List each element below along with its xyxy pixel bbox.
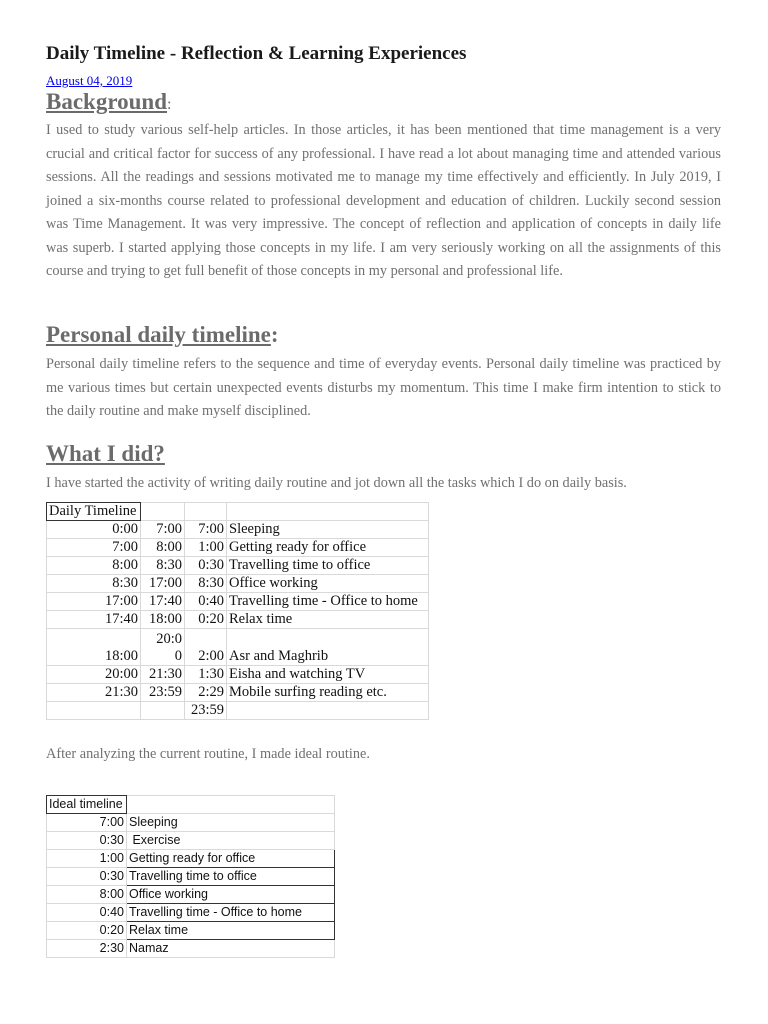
table-row: 17:40 18:00 0:20 Relax time [47, 611, 429, 629]
table-row: 0:30 Exercise [47, 832, 335, 850]
total-duration: 23:59 [185, 702, 227, 720]
table-row: 7:00 Sleeping [47, 814, 335, 832]
table-row: 0:00 7:00 7:00 Sleeping [47, 521, 429, 539]
table-row: 20:00 21:30 1:30 Eisha and watching TV [47, 666, 429, 684]
table-row: 8:00 8:30 0:30 Travelling time to office [47, 557, 429, 575]
table-row: 0:20 Relax time [47, 922, 335, 940]
background-heading-text: Background [46, 89, 168, 114]
daily-timeline-header: Daily Timeline [47, 503, 141, 521]
personal-timeline-paragraph: Personal daily timeline refers to the sequence and time of everyday events. Personal daily timeline was practiced by me various times but certain unexpected events disturbs my momentum. This time I make firm intention to stick to the daily routine and make myself disciplined. [46, 356, 721, 419]
table-row: 0:30 Travelling time to office [47, 868, 335, 886]
table-row: 8:00 Office working [47, 886, 335, 904]
table-row: 0:40 Travelling time - Office to home [47, 904, 335, 922]
background-paragraph: I used to study various self-help articles. In those articles, it has been mentioned that time management is a very crucial and critical factor for success of any professional. I have read a lot about managing time and attended various sessions. All the readings and sessions motivated me to manage my time effectively and efficiently. In July 2019, I joined a six-months course related to professional development and education of children. Luckily second session was Time Management. It was very impressive. The concept of reflection and application of concepts in daily life was superb. I started applying those concepts in my life. I am very seriously working on all the assignments of this course and trying to get full benefit of those concepts in my personal and professional life. [46, 122, 721, 279]
table-total-row [47, 702, 429, 720]
ideal-timeline-header: Ideal timeline [47, 796, 127, 814]
page-title: Daily Timeline - Reflection & Learning Experiences [46, 43, 467, 64]
post-date-link[interactable]: August 04, 2019 [46, 73, 133, 88]
table-row: 7:00 8:00 1:00 Getting ready for office [47, 539, 429, 557]
personal-timeline-heading-text: Personal daily timeline [46, 322, 271, 347]
background-heading [46, 89, 171, 115]
table-row: 17:00 17:40 0:40 Travelling time - Office to home [47, 593, 429, 611]
ideal-timeline-table [46, 795, 335, 958]
personal-timeline-heading [46, 322, 279, 348]
table-row: 1:00 Getting ready for office [47, 850, 335, 868]
table-row: 18:00 20:0 0 2:00 Asr and Maghrib [47, 629, 429, 666]
daily-timeline-table [46, 502, 429, 720]
what-i-did-paragraph: I have started the activity of writing daily routine and jot down all the tasks which I do on daily basis. [46, 475, 627, 491]
table-header-row [47, 796, 335, 814]
table-header-row [47, 503, 429, 521]
personal-timeline-heading-colon: : [270, 322, 279, 347]
background-heading-colon: : [167, 96, 172, 113]
table-row: 21:30 23:59 2:29 Mobile surfing reading etc. [47, 684, 429, 702]
table-row: 2:30 Namaz [47, 940, 335, 958]
after-analysis-paragraph: After analyzing the current routine, I made ideal routine. [46, 746, 370, 762]
what-i-did-heading: What I did? [46, 441, 165, 466]
table-row: 8:30 17:00 8:30 Office working [47, 575, 429, 593]
